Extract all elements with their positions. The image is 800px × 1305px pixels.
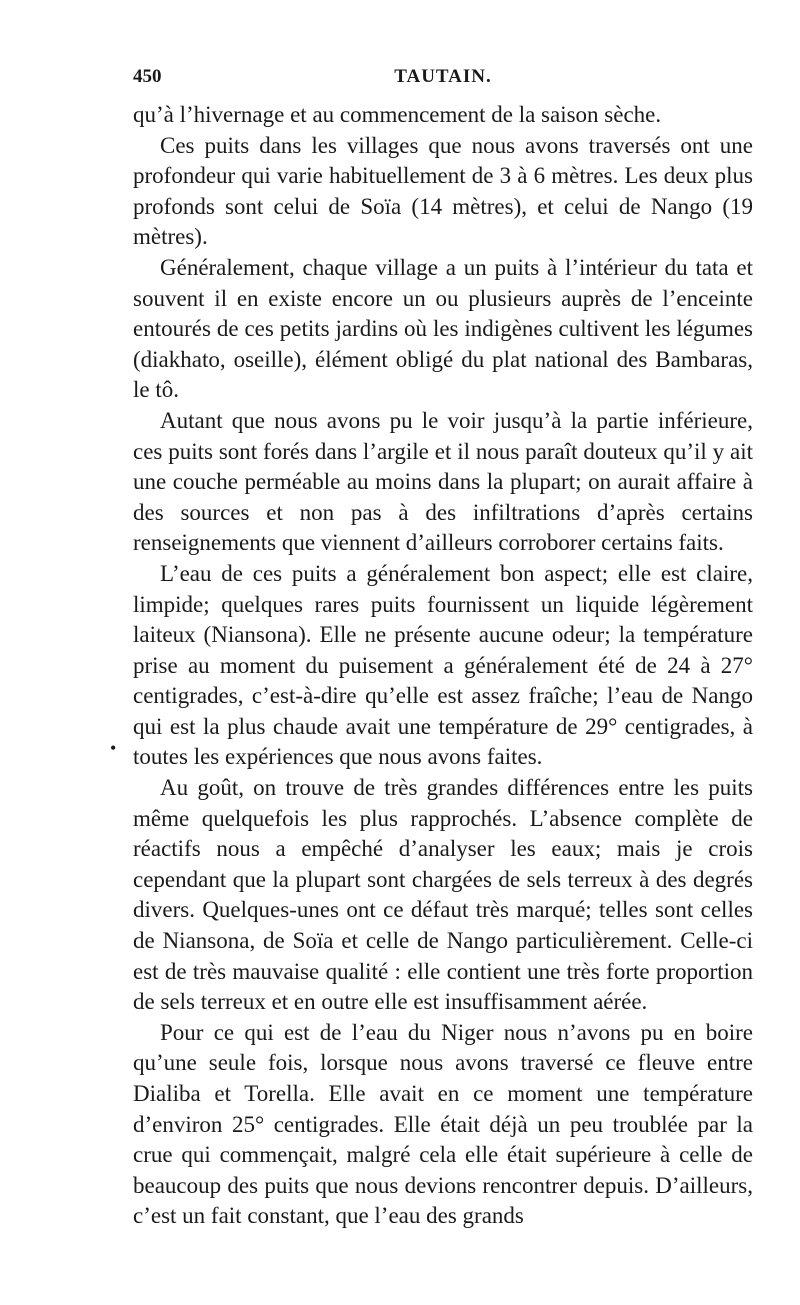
paragraph-village-wells: Généralement, chaque village a un puits à l’intérieur du tata et souvent il en existe encore un ou plusieurs auprès de l’enceinte entourés de ces petits jardins où les indigènes cultivent les légumes (diakhato, oseille), élément obligé du plat national des Bambaras, le tô. (133, 254, 753, 403)
running-title: TAUTAIN. (394, 66, 492, 87)
page-number: 450 (133, 66, 162, 87)
paragraph-niger-water: Pour ce qui est de l’eau du Niger nous n’avons pu en boire qu’une seule fois, lorsque nous avons traversé ce fleuve entre Dialiba et Torella. Elle avait en ce moment une température d’environ 25° centigrades. Elle était déjà un peu troublée par la crue qui commençait, malgré cela elle était supérieure à celle de beaucoup des puits que nous devions rencontrer depuis. D’ailleurs, c’est un fait constant, que l’eau des grands (133, 1019, 753, 1229)
paragraph-continuation: qu’à l’hivernage et au commencement de la saison sèche. (133, 102, 662, 127)
paragraph-wells-depth: Ces puits dans les villages que nous avons traversés ont une profondeur qui varie habituellement de 3 à 6 mètres. Les deux plus profonds sont celui de Soïa (14 mètres), et celui de Nango (19 mètres). (133, 132, 753, 250)
paragraph-water-taste: Au goût, on trouve de très grandes différences entre les puits même quelquefois les plus rapprochés. L’absence complète de réactifs nous a empêché d’analyser les eaux; mais je crois cependant que la plupart sont chargées de sels terreux à des degrés divers. Quelques-unes ont ce défaut très marqué; telles sont celles de Niansona, de Soïa et celle de Nango particulièrement. Celle-ci est de très mauvaise qualité : elle contient une très forte proportion de sels terreux et en outre elle est insuffisamment aérée. (133, 775, 753, 1015)
running-header (133, 66, 753, 96)
paragraph-water-aspect: L’eau de ces puits a généralement bon aspect; elle est claire, limpide; quelques rares puits fournissent un liquide légèrement laiteux (Niansona). Elle ne présente aucune odeur; la température prise au moment du puisement a généralement été de 24 à 27° centigrades, c’est-à-dire qu’elle est assez fraîche; l’eau de Nango qui est la plus chaude avait une température de 29° centigrades, à toutes les expériences que nous avons faites. (133, 560, 753, 770)
paragraph-clay-sources: Autant que nous avons pu le voir jusqu’à la partie inférieure, ces puits sont forés dans l’argile et il nous paraît douteux qu’il y ait une couche perméable au moins dans la plupart; on aurait affaire à des sources et non pas à des infiltrations d’après certains renseignements que viennent d’ailleurs corroborer certains faits. (133, 407, 753, 556)
body-text (133, 100, 753, 1232)
margin-dot: • (110, 738, 117, 758)
